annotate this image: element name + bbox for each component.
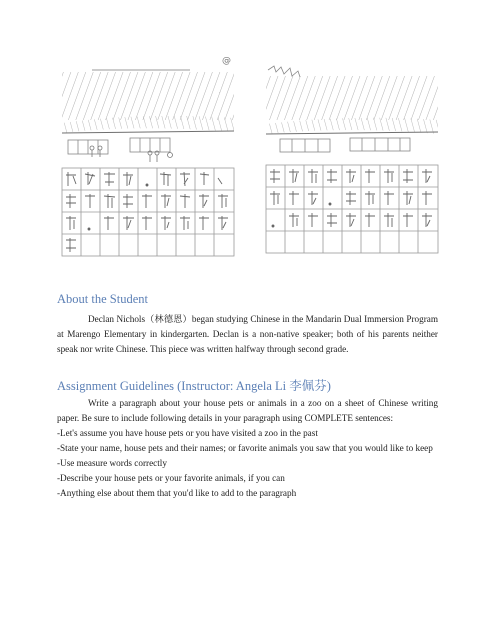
student-artwork <box>0 0 495 290</box>
guideline-item: -State your name, house pets and their names; or favorite animals you saw that you would like to keep <box>57 443 433 453</box>
student-drawings <box>0 0 495 290</box>
about-body: Declan Nichols（林德恩）began studying Chinese in the Mandarin Dual Immersion Program at Marengo Elementary in kindergarten. Declan is a non-native speaker; both of his parents neither speak nor write Chinese. This piece was written halfway through second grade. <box>57 314 438 354</box>
assignment-intro: Write a paragraph about your house pets or animals in a zoo on a sheet of Chinese writing paper. Be sure to include following details in your paragraph using COMPLETE sentences: <box>57 398 438 423</box>
guideline-item: -Anything else about them that you'd like to add to the paragraph <box>57 488 297 498</box>
guideline-item: -Let's assume you have house pets or you have visited a zoo in the past <box>57 428 318 438</box>
corner-mark: @ <box>222 56 231 66</box>
guideline-item: -Describe your house pets or your favorite animals, if you can <box>57 473 285 483</box>
guideline-item: -Use measure words correctly <box>57 458 167 468</box>
right-drawing <box>266 66 438 253</box>
about-heading: About the Student <box>57 292 148 306</box>
assignment-body <box>57 396 438 501</box>
assignment-heading: Assignment Guidelines (Instructor: Angela Li 李佩芬) <box>57 379 331 393</box>
left-drawing <box>62 56 234 256</box>
